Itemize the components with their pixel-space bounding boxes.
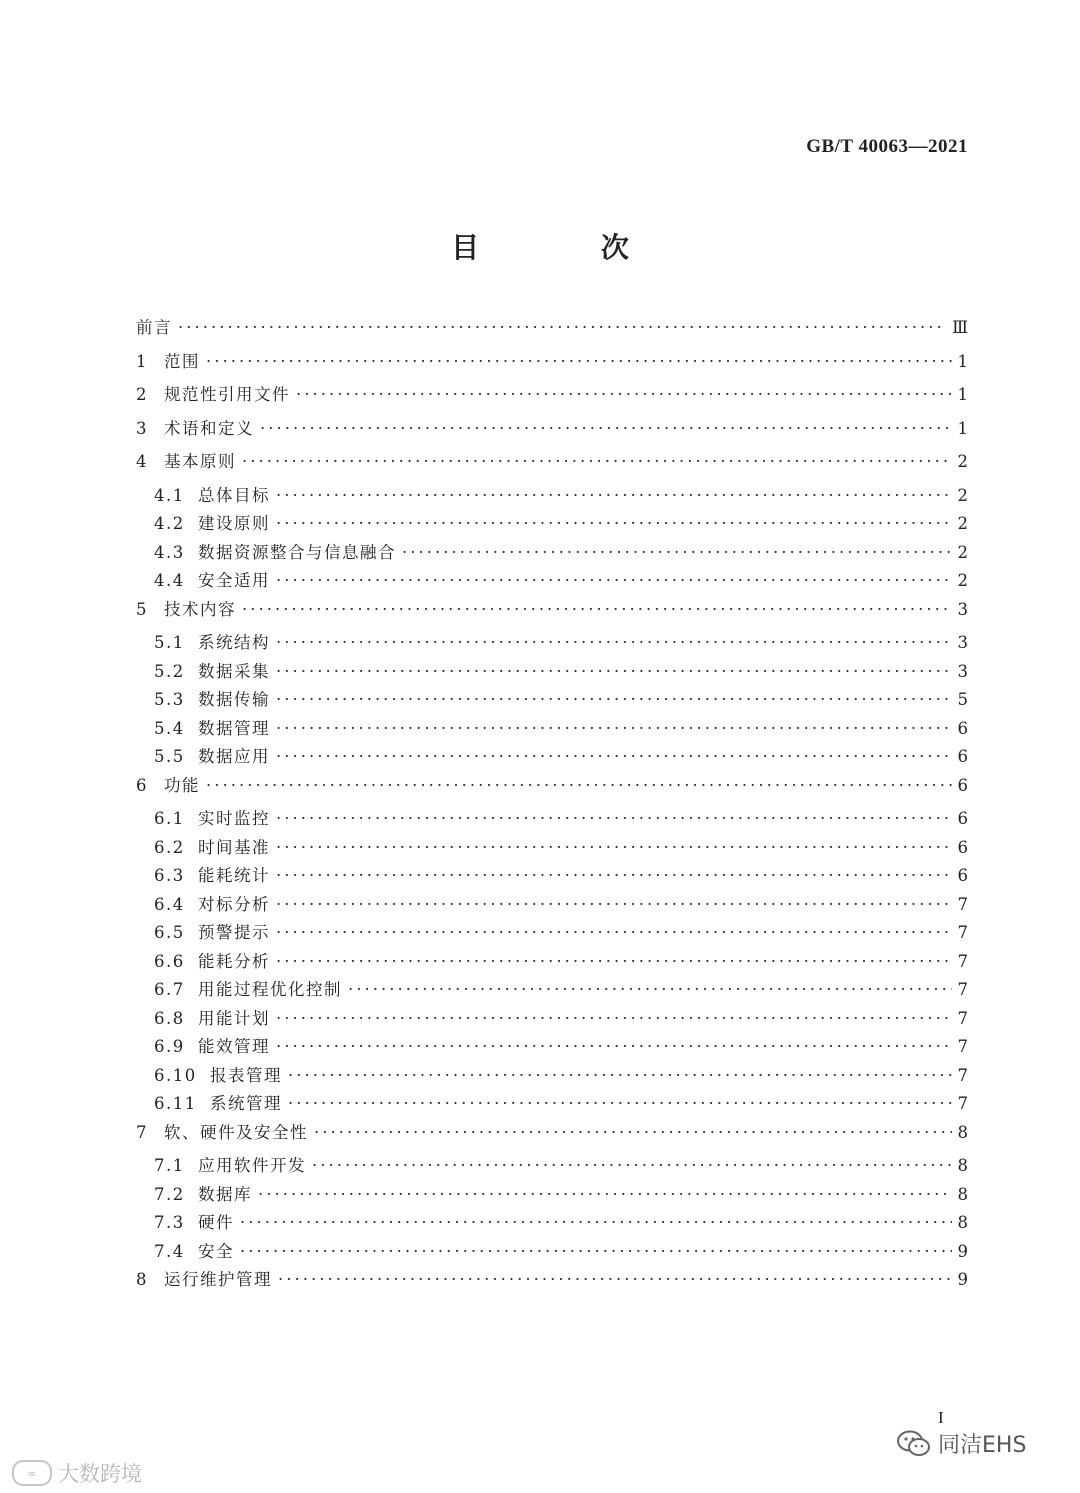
toc-entry[interactable] [136,539,968,568]
toc-leader-dots [276,1037,952,1056]
toc-entry-label: 基本原则 [164,452,236,471]
toc-leader-dots [258,1185,952,1204]
toc-leader-dots [240,1213,952,1232]
toc-entry-number: 5.3 [154,690,185,709]
toc-entry-number: 5.2 [154,661,185,681]
toc-entry[interactable] [136,658,968,687]
toc-entry-label: 系统结构 [198,633,270,652]
toc-entry-number: 7.1 [154,1156,185,1175]
toc-entry-page: 7 [957,1037,968,1056]
toc-entry[interactable] [136,314,968,348]
toc-entry-label: 时间基准 [198,837,270,857]
toc-entry-label: 预警提示 [198,923,270,942]
toc-entry-number: 6.4 [154,894,185,914]
toc-entry-page: 9 [957,1270,968,1289]
toc-entry-number: 6.2 [154,837,185,857]
toc-entry-label: 能耗分析 [198,951,270,971]
toc-entry[interactable] [136,862,968,891]
watermark-right [896,1428,1026,1459]
toc-entry-number: 2 [136,385,148,404]
toc-leader-dots [276,809,952,828]
toc-entry-page: 2 [957,452,968,471]
toc-leader-dots [276,486,952,505]
toc-entry-label: 规范性引用文件 [164,385,290,404]
watermark-right-text: 同洁EHS [938,1433,1027,1458]
toc-entry-page: 6 [957,718,968,738]
toc-entry-page: 3 [957,661,968,681]
toc-entry-number: 6 [136,775,148,795]
toc-entry[interactable] [136,743,968,772]
page-number: I [938,1408,944,1427]
toc-entry-page: 7 [957,1065,968,1085]
toc-entry-label: 功能 [164,775,200,795]
toc-entry[interactable] [136,715,968,744]
toc-entry-label: 安全适用 [198,571,270,590]
toc-entry-label: 用能计划 [198,1008,270,1028]
toc-entry-label: 报表管理 [210,1065,282,1085]
toc-leader-dots [276,633,952,652]
toc-leader-dots [206,776,952,795]
toc-entry-label: 数据传输 [198,690,270,709]
toc-entry-number: 6.7 [154,980,185,999]
toc-entry-page: 1 [957,385,968,404]
toc-entry-label: 运行维护管理 [164,1270,272,1289]
toc-entry-number: 7.4 [154,1241,185,1261]
toc-entry-label: 应用软件开发 [198,1156,306,1175]
toc-entry[interactable] [136,948,968,977]
toc-entry-page: Ⅲ [952,318,968,337]
toc-entry[interactable] [136,686,968,715]
toc-entry-number: 6.5 [154,923,185,942]
toc-entry-number: 6.8 [154,1008,185,1028]
toc-entry-label: 数据应用 [198,747,270,766]
toc-entry-number: 4.1 [154,485,185,505]
toc-entry-number: 7.2 [154,1184,185,1204]
toc-leader-dots [276,571,952,590]
toc-entry-page: 5 [957,690,968,709]
toc-entry-page: 3 [957,599,968,619]
toc-entry-page: 6 [957,775,968,795]
toc-entry[interactable] [136,1152,968,1181]
toc-entry[interactable] [136,805,968,834]
toc-entry-number: 4 [136,452,148,471]
standard-code: GB/T 40063—2021 [806,136,968,157]
toc-entry-label: 建设原则 [198,514,270,533]
toc-entry-page: 2 [957,571,968,590]
toc-entry-number: 1 [136,351,148,371]
toc-entry-number: 6.3 [154,866,185,885]
toc-entry-page: 2 [957,514,968,533]
toc-entry-label: 术语和定义 [164,418,254,438]
toc-entry[interactable] [136,1033,968,1062]
toc-entry[interactable] [136,629,968,658]
toc-entry-number: 7 [136,1122,148,1142]
toc-entry[interactable] [136,1181,968,1210]
toc-leader-dots [276,690,952,709]
toc-entry-label: 安全 [198,1241,234,1261]
toc-entry[interactable] [136,510,968,539]
toc-entry-page: 8 [957,1184,968,1204]
toc-entry[interactable] [136,1209,968,1238]
toc-entry-page: 6 [957,747,968,766]
toc-leader-dots [276,952,952,971]
toc-entry-page: 8 [957,1213,968,1232]
toc-leader-dots [276,895,952,914]
toc-entry-label: 数据库 [198,1184,252,1204]
toc-entry-number: 5.4 [154,718,185,738]
toc-entry[interactable] [136,1238,968,1267]
toc-entry-page: 7 [957,1008,968,1028]
toc-entry-label: 实时监控 [198,809,270,828]
toc-entry[interactable] [136,415,968,449]
toc-entry-number: 6.1 [154,809,185,828]
toc-entry-page: 6 [957,866,968,885]
toc-entry-page: 7 [957,1094,968,1113]
toc-leader-dots [276,866,952,885]
toc-entry-label: 用能过程优化控制 [198,980,342,999]
toc-entry-number: 3 [136,418,148,438]
toc-leader-dots [206,352,952,371]
toc-entry[interactable] [136,1119,968,1153]
toc-entry-page: 7 [957,923,968,942]
toc-entry[interactable] [136,596,968,630]
toc-entry-label: 软、硬件及安全性 [164,1122,308,1142]
toc-leader-dots [242,600,952,619]
toc-entry-label: 能效管理 [198,1037,270,1056]
toc-leader-dots [276,838,952,857]
toc-entry-number: 6.6 [154,951,185,971]
toc-entry-label: 数据管理 [198,718,270,738]
toc-entry-number: 4.2 [154,514,185,533]
toc-leader-dots [276,662,952,681]
watermark-logo-icon: ∞ [12,1460,52,1486]
toc-leader-dots [260,419,952,438]
toc-entry[interactable] [136,919,968,948]
toc-entry[interactable] [136,381,968,415]
toc-entry-number: 7.3 [154,1213,185,1232]
toc-entry-label: 技术内容 [164,599,236,619]
toc-entry-number: 5.5 [154,747,185,766]
toc-entry-page: 2 [957,542,968,562]
toc-entry-page: 7 [957,894,968,914]
page-title: 目 次 [451,231,685,264]
toc-entry-number: 4.4 [154,571,185,590]
toc-entry-page: 1 [957,351,968,371]
toc-entry-label: 数据采集 [198,661,270,681]
toc-leader-dots [276,747,952,766]
toc-entry-label: 数据资源整合与信息融合 [198,542,396,562]
watermark-left [12,1458,142,1488]
toc-entry[interactable] [136,1266,968,1300]
toc-entry[interactable] [136,772,968,806]
toc-leader-dots [348,980,952,999]
toc-leader-dots [276,514,952,533]
toc-entry-page: 1 [957,418,968,438]
watermark-left-text: 大数跨境 [58,1462,142,1486]
toc-entry-page: 8 [957,1122,968,1142]
toc-entry[interactable] [136,448,968,482]
toc-entry-label: 系统管理 [210,1094,282,1113]
toc-entry-page: 8 [957,1156,968,1175]
toc-entry-label: 硬件 [198,1213,234,1232]
toc-entry[interactable] [136,1090,968,1119]
toc-entry[interactable] [136,834,968,863]
toc-leader-dots [278,1270,952,1289]
toc-entry-page: 9 [957,1241,968,1261]
toc-leader-dots [276,719,952,738]
toc-leader-dots [242,452,952,471]
toc-leader-dots [240,1242,952,1261]
toc-entry-number: 6.10 [154,1065,197,1085]
toc-entry-page: 3 [957,633,968,652]
toc-entry[interactable] [136,567,968,596]
toc-entry-page: 7 [957,951,968,971]
toc-entry-number: 8 [136,1270,148,1289]
toc-entry-number: 6.9 [154,1037,185,1056]
toc-entry[interactable] [136,348,968,382]
toc-leader-dots [288,1094,952,1113]
toc-entry[interactable] [136,1005,968,1034]
toc-entry-label: 范围 [164,351,200,371]
toc-leader-dots [296,385,952,404]
toc-leader-dots [312,1156,952,1175]
toc-entry[interactable] [136,976,968,1005]
toc-entry-page: 7 [957,980,968,999]
toc-entry-number: 6.11 [154,1094,197,1113]
toc-entry-number: 5.1 [154,633,185,652]
toc-entry-label: 能耗统计 [198,866,270,885]
toc-leader-dots [402,543,952,562]
toc-entry-label: 前言 [136,318,172,337]
toc-entry-number: 5 [136,599,148,619]
toc-leader-dots [276,1009,952,1028]
toc-entry[interactable] [136,482,968,511]
toc-entry-page: 6 [957,809,968,828]
toc-entry-page: 2 [957,485,968,505]
toc-entry[interactable] [136,891,968,920]
toc-entry-page: 6 [957,837,968,857]
toc-entry-label: 总体目标 [198,485,270,505]
toc-leader-dots [276,923,952,942]
table-of-contents [136,314,968,1300]
toc-entry-label: 对标分析 [198,894,270,914]
wechat-icon [896,1429,932,1459]
toc-entry-number: 4.3 [154,542,185,562]
toc-leader-dots [314,1123,952,1142]
toc-entry[interactable] [136,1062,968,1091]
toc-leader-dots [178,318,946,337]
toc-leader-dots [288,1066,952,1085]
